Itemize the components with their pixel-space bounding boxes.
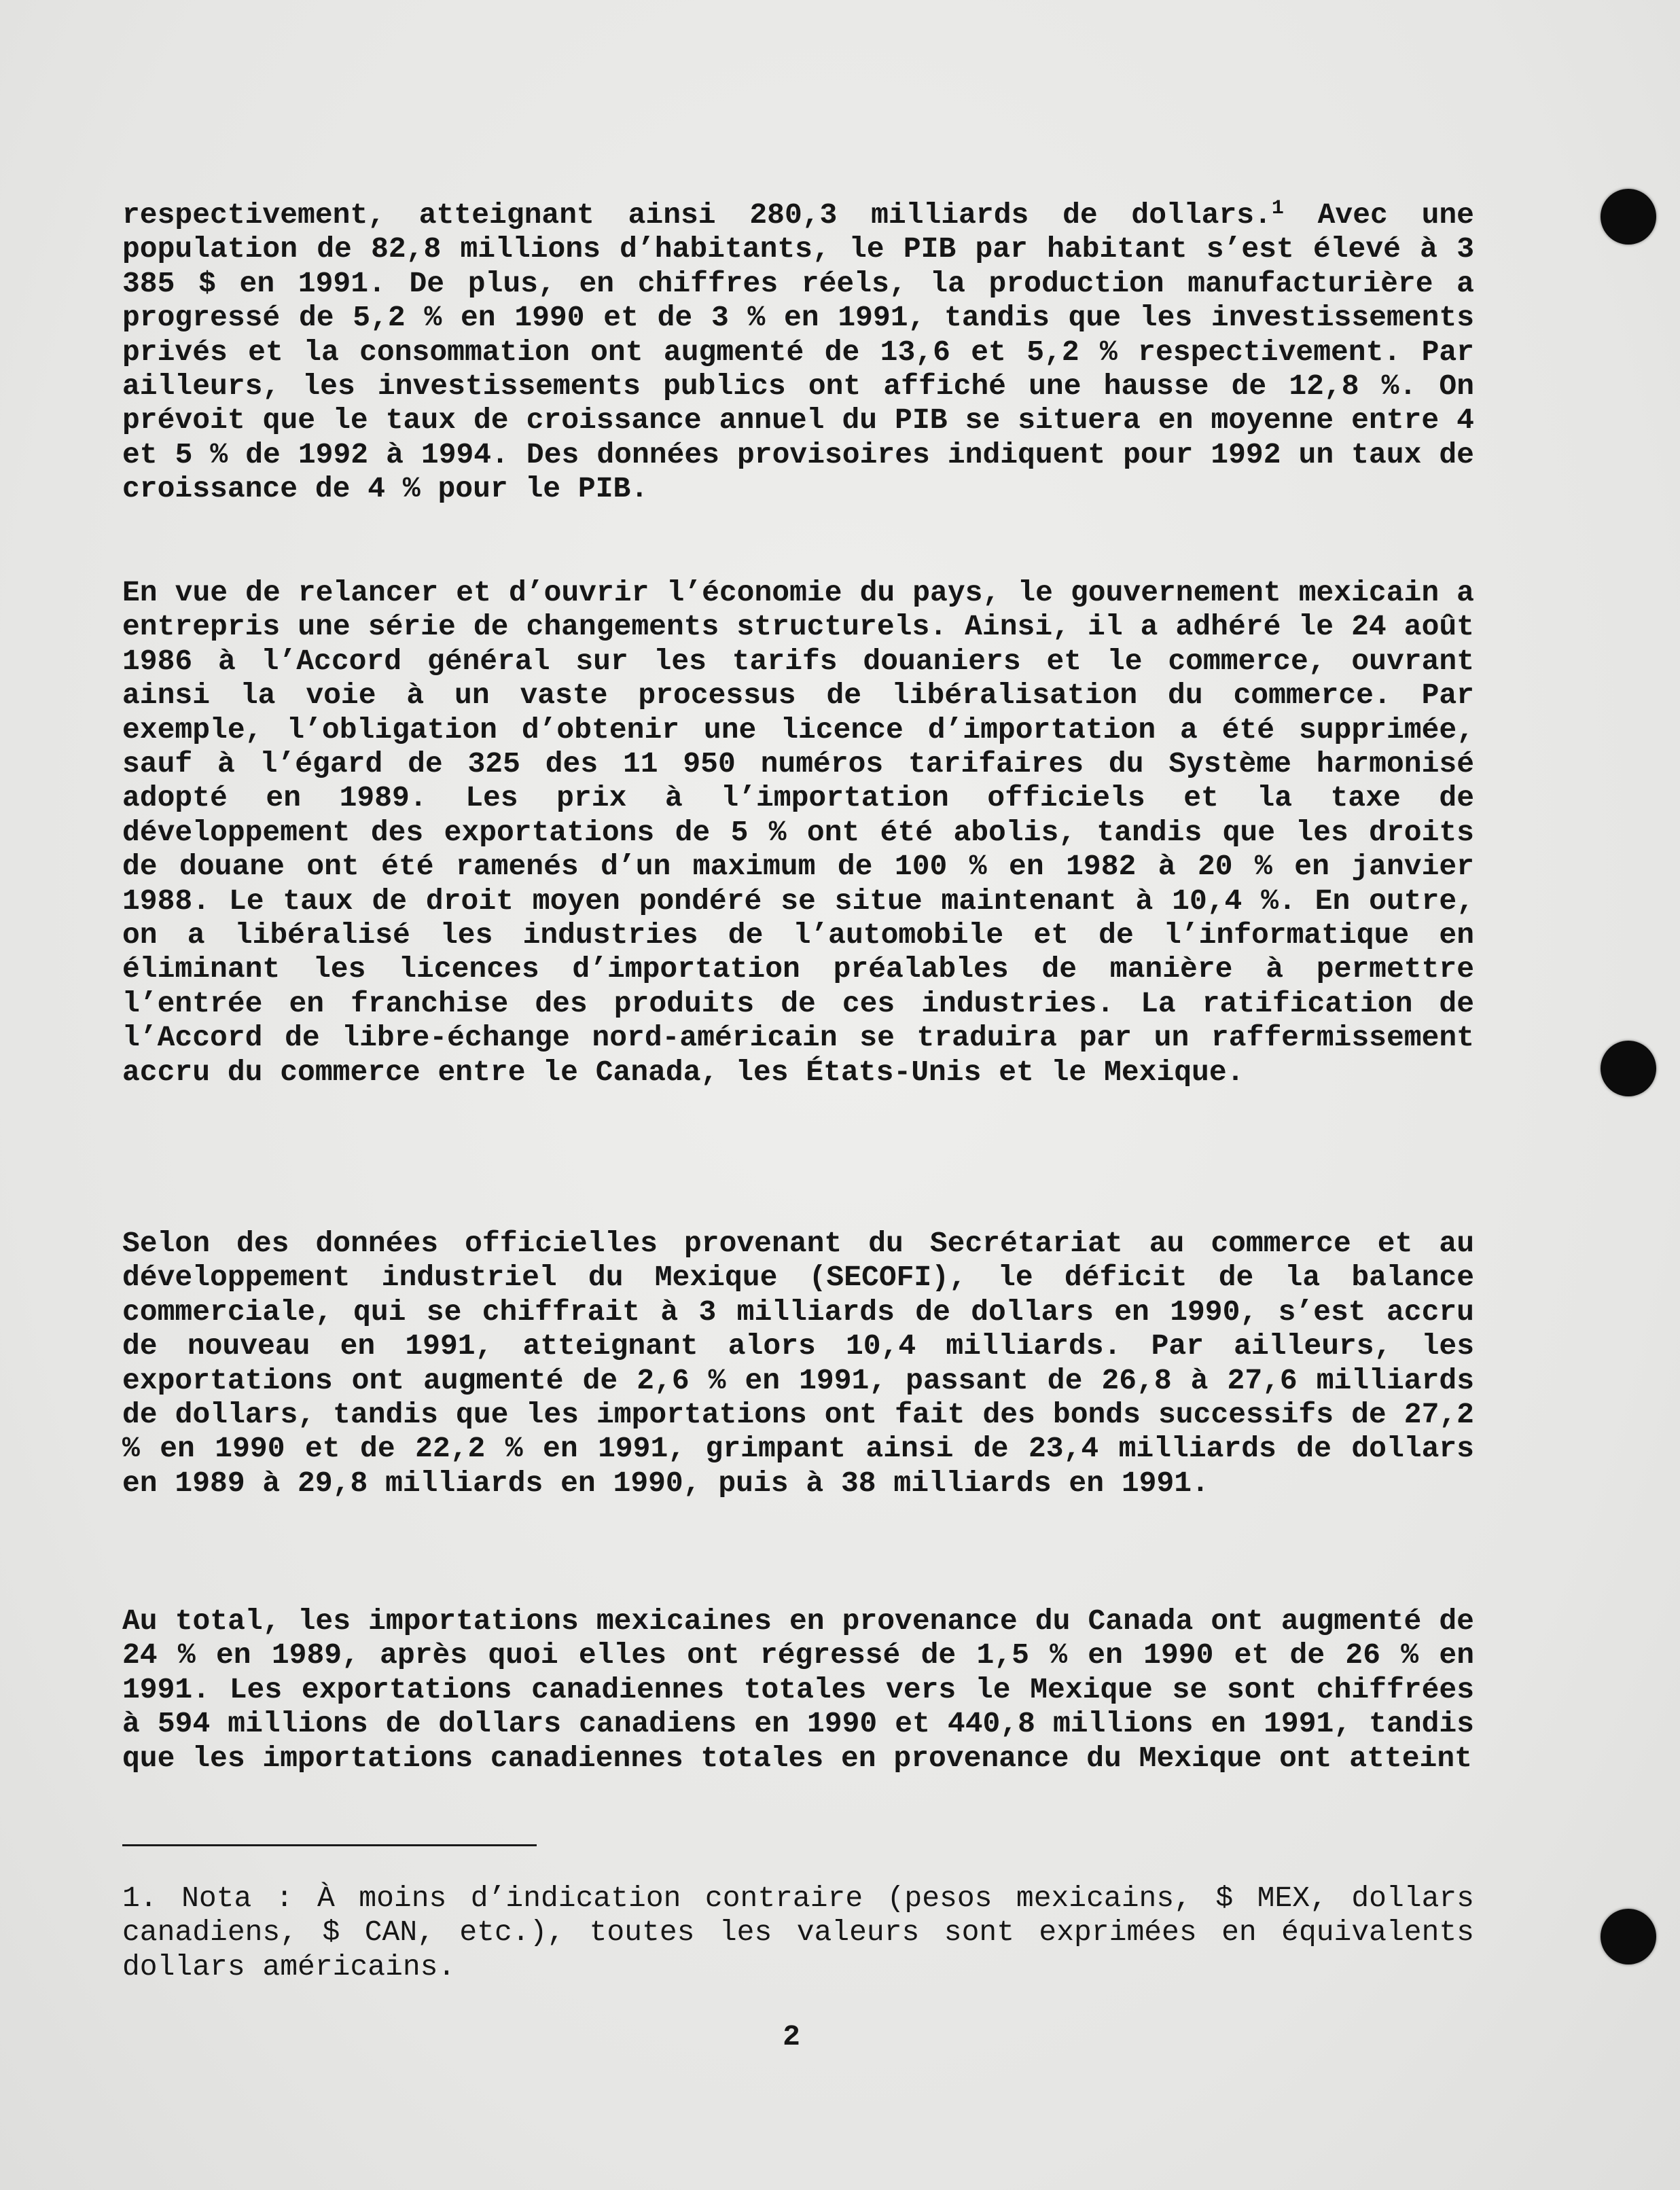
footnote-divider xyxy=(122,1844,537,1846)
paragraph-3 xyxy=(122,1227,1474,1501)
paragraph-4 xyxy=(122,1604,1474,1776)
binder-hole-top xyxy=(1601,189,1656,245)
paragraph-3-text: Selon des données officielles provenant du Secrétariat au commerce et au développement industriel du Mexique (SECOFI), le déficit de la balance commerciale, qui se chiffrait à 3 milliards de dollars en 1990, s’est accru de nouveau en 1991, atteignant alors 10,4 milliards. Par ailleurs, les exportations ont augmenté de 2,6 % en 1991, passant de 26,8 à 27,6 milliards de dollars, tandis que les importations ont fait des bonds successifs de 27,2 % en 1990 et de 22,2 % en 1991, grimpant ainsi de 23,4 milliards de dollars en 1989 à 29,8 milliards en 1990, puis à 38 milliards en 1991. xyxy=(122,1227,1474,1500)
footnote xyxy=(122,1882,1474,1984)
paragraph-1-continuation: Avec une population de 82,8 millions d’habitants, le PIB par habitant s’est élevé à 3 385 $ en 1991. De plus, en chiffres réels, la production manufacturière a progressé de 5,2 % en 1990 et de 3 % en 1991, tandis que les investissements privés et la consommation ont augmenté de 13,6 et 5,2 % respectivement. Par ailleurs, les investissements publics ont affiché une hausse de 12,8 %. On prévoit que le taux de croissance annuel du PIB se situera en moyenne entre 4 et 5 % de 1992 à 1994. Des données provisoires indiquent pour 1992 un taux de croissance de 4 % pour le PIB. xyxy=(122,198,1474,506)
page-number: 2 xyxy=(783,2020,800,2053)
paragraph-1 xyxy=(122,198,1474,507)
paragraph-2-text: En vue de relancer et d’ouvrir l’économie du pays, le gouvernement mexicain a entrepris une série de changements structurels. Ainsi, il a adhéré le 24 août 1986 à l’Accord général sur les tarifs douaniers et le commerce, ouvrant ainsi la voie à un vaste processus de libéralisation du commerce. Par exemple, l’obligation d’obtenir une licence d’importation a été supprimée, sauf à l’égard de 325 des 11 950 numéros tarifaires du Système harmonisé adopté en 1989. Les prix à l’importation officiels et la taxe de développement des exportations de 5 % ont été abolis, tandis que les droits de douane ont été ramenés d’un maximum de 100 % en 1982 à 20 % en janvier 1988. Le taux de droit moyen pondéré se situe maintenant à 10,4 %. En outre, on a libéralisé les industries de l’automobile et de l’informatique en éliminant les licences d’importation préalables de manière à permettre l’entrée en franchise des produits de ces industries. La ratification de l’Accord de libre-échange nord-américain se traduira par un raffermissement accru du commerce entre le Canada, les États-Unis et le Mexique. xyxy=(122,576,1474,1089)
paragraph-2 xyxy=(122,576,1474,1090)
footnote-text: 1. Nota : À moins d’indication contraire (pesos mexicains, $ MEX, dollars canadiens, $ CAN, etc.), toutes les valeurs sont exprimées en équivalents dollars américains. xyxy=(122,1882,1474,1983)
binder-hole-middle xyxy=(1601,1041,1656,1096)
paragraph-1-start: respectivement, atteignant ainsi 280,3 milliards de dollars. xyxy=(122,198,1272,232)
footnote-reference: 1 xyxy=(1271,197,1284,220)
binder-hole-bottom xyxy=(1601,1909,1656,1964)
paragraph-4-text: Au total, les importations mexicaines en provenance du Canada ont augmenté de 24 % en 1989, après quoi elles ont régressé de 1,5 % en 1990 et de 26 % en 1991. Les exportations canadiennes totales vers le Mexique se sont chiffrées à 594 millions de dollars canadiens en 1990 et 440,8 millions en 1991, tandis que les importations canadiennes totales en provenance du Mexique ont atteint xyxy=(122,1604,1474,1775)
